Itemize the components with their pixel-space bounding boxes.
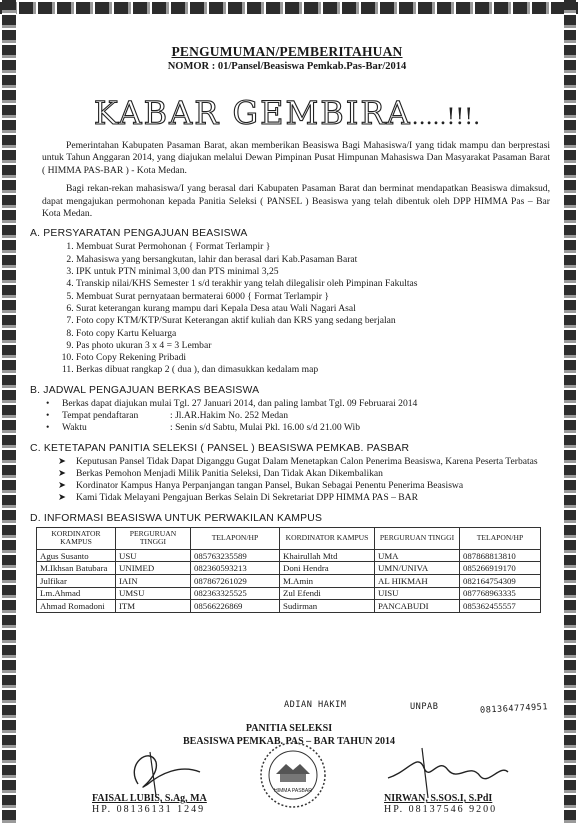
table-cell: Sudirman — [280, 600, 375, 613]
list-item: ➤ Berkas Pemohon Menjadi Milik Panitia Seleksi, Dan Tidak Akan Dikembalikan — [58, 467, 383, 479]
table-row — [37, 562, 541, 575]
provisions-list — [22, 456, 552, 505]
table-cell: UMA — [375, 549, 460, 562]
section-c-title: C. KETETAPAN PANITIA SELEKSI ( PANSEL ) BEASISWA PEMKAB. PASBAR — [30, 442, 410, 454]
time-label: Waktu — [62, 422, 87, 434]
document-number: NOMOR : 01/Pansel/Beasiswa Pemkab.Pas-Bar/2014 — [167, 61, 407, 72]
table-cell: UISU — [375, 587, 460, 600]
coordinator-table — [36, 527, 541, 613]
left-signatory-name: FAISAL LUBIS, S.Ag, MA — [92, 793, 207, 804]
column-header: KORDINATOR KAMPUS — [37, 527, 116, 549]
column-header: KORDINATOR KAMPUS — [280, 527, 375, 549]
handwritten-phone: 081364774951 — [479, 702, 549, 716]
right-signatory — [384, 793, 497, 815]
table-cell: M.Amin — [280, 574, 375, 587]
column-header: PERGURUAN TINGGI — [375, 527, 460, 549]
list-item: 10. Foto Copy Rekening Pribadi — [76, 352, 552, 364]
page-border-top — [0, 2, 578, 14]
table-cell: UMN/UNIVA — [375, 562, 460, 575]
table-cell: Julfikar — [37, 574, 116, 587]
document-header — [22, 44, 552, 72]
schedule-deadline: • Berkas dapat diajukan mulai Tgl. 27 Januari 2014, dan paling lambat Tgl. 09 Februarai 2014 — [62, 398, 552, 410]
table-cell: AL HIKMAH — [375, 574, 460, 587]
right-signatory-name: NIRWAN, S.SOS.I, S.PdI — [384, 793, 493, 804]
list-item: 7. Foto copy KTM/KTP/Surat Keterangan aktif kuliah dan KRS yang sedang berjalan — [76, 315, 552, 327]
arrow-bullet-icon: ➤ — [58, 480, 67, 492]
list-item: 5. Membuat Surat pernyataan bermaterai 6000 { Format Terlampir } — [76, 291, 552, 303]
himma-pasbar-seal — [258, 740, 328, 810]
committee-line-1: PANITIA SELEKSI — [245, 723, 333, 734]
table-cell: 082363325525 — [191, 587, 280, 600]
table-cell: Khairullah Mtd — [280, 549, 375, 562]
document-page — [22, 18, 552, 613]
list-item: ➤ Kordinator Kampus Hanya Perpanjangan tangan Pansel, Bukan Sebagai Penentu Penerima Beasiswa — [58, 480, 464, 492]
column-header: PERGURUAN TINGGI — [116, 527, 191, 549]
table-cell: 085763235589 — [191, 549, 280, 562]
table-cell: 087867261029 — [191, 574, 280, 587]
list-item: ➤ Kami Tidak Melayani Pengajuan Berkas Selain Di Sekretariat DPP HIMMA PAS – BAR — [58, 492, 418, 504]
section-b-title: B. JADWAL PENGAJUAN BERKAS BEASISWA — [30, 384, 260, 396]
table-cell: UMSU — [116, 587, 191, 600]
list-item: ➤ Keputusan Pansel Tidak Dapat Diganggu Gugat Dalam Menetapkan Calon Penerima Beasiswa, Karena Peserta Terbatas — [58, 455, 538, 467]
table-cell: Lm.Ahmad — [37, 587, 116, 600]
section-a-title: A. PERSYARATAN PENGAJUAN BEASISWA — [30, 228, 248, 240]
arrow-bullet-icon: ➤ — [58, 467, 67, 479]
table-cell: Agus Susanto — [37, 549, 116, 562]
table-cell: 085362455557 — [460, 600, 541, 613]
list-item: 2. Mahasiswa yang bersangkutan, lahir dan berasal dari Kab.Pasaman Barat — [76, 254, 552, 266]
table-cell: 087768963335 — [460, 587, 541, 600]
table-cell: USU — [116, 549, 191, 562]
banner-heading — [22, 94, 552, 134]
table-cell: ITM — [116, 600, 191, 613]
table-row — [37, 549, 541, 562]
arrow-bullet-icon: ➤ — [58, 492, 67, 504]
table-cell: UNIMED — [116, 562, 191, 575]
list-item: 6. Surat keterangan kurang mampu dari Kepala Desa atau Wali Nagari Asal — [76, 303, 552, 315]
schedule-place — [62, 410, 552, 422]
right-signatory-phone: HP. 08137546 9200 — [384, 804, 498, 815]
table-cell: Doni Hendra — [280, 562, 375, 575]
intro-paragraph-2: Bagi rekan-rekan mahasiswa/I yang berasal dari Kabupaten Pasaman Barat dan berminat mendapatkan Beasiswa dimaksud, dapat mengajukan permohonan kepada Panitia Seleksi ( PANSEL ) Beasiswa yang telah dibentuk oleh DPP HIMMA Pas – Bar Kota Medan. — [42, 183, 550, 220]
committee-line-2: BEASISWA PEMKAB. PAS – BAR TAHUN 2014 — [183, 736, 395, 747]
table-row — [37, 587, 541, 600]
list-item: 4. Transkip nilai/KHS Semester 1 s/d terakhir yang telah dilegalisir oleh Pimpinan Fakultas — [76, 278, 552, 290]
document-title: PENGUMUMAN/PEMBERITAHUAN — [171, 44, 403, 59]
place-value: : Jl.AR.Hakim No. 252 Medan — [170, 410, 289, 421]
handwritten-campus: UNPAB — [410, 702, 439, 712]
table-cell: M.Ikhsan Batubara — [37, 562, 116, 575]
requirements-list — [22, 241, 552, 376]
list-item: 11. Berkas dibuat rangkap 2 ( dua ), dan dimasukkan kedalam map — [76, 364, 552, 376]
intro-paragraph-1: Pemerintahan Kabupaten Pasaman Barat, akan memberikan Beasiswa Bagi Mahasiswa/I yang tidak mampu dan berprestasi untuk Tahun Anggaran 2014, yang diajukan melalui Dewan Pimpinan Pusat Himpunan Mahasiswa Dan Masyarakat Pasaman Barat ( HIMMA PAS-BAR ) - Kota Medan. — [42, 140, 550, 176]
table-cell: 08566226869 — [191, 600, 280, 613]
list-item: 9. Pas photo ukuran 3 x 4 = 3 Lembar — [76, 340, 552, 352]
column-header: TELAPON/HP — [460, 527, 541, 549]
table-cell: 085266919170 — [460, 562, 541, 575]
table-cell: 082164754309 — [460, 574, 541, 587]
time-value: : Senin s/d Sabtu, Mulai Pkl. 16.00 s/d 21.00 Wib — [170, 422, 360, 434]
column-header: TELAPON/HP — [191, 527, 280, 549]
schedule-time — [62, 422, 552, 434]
seal-text: HIMMA PASBAR — [274, 788, 312, 794]
schedule-list — [22, 398, 552, 435]
section-d-title: D. INFORMASI BEASISWA UNTUK PERWAKILAN KAMPUS — [30, 512, 323, 524]
list-item: 8. Foto copy Kartu Keluarga — [76, 328, 552, 340]
list-item: 1. Membuat Surat Permohonan { Format Terlampir } — [76, 241, 552, 253]
table-cell: PANCABUDI — [375, 600, 460, 613]
table-cell: 082360593213 — [191, 562, 280, 575]
place-label: Tempat pendaftaran — [62, 410, 139, 421]
list-item: 3. IPK untuk PTN minimal 3,00 dan PTS minimal 3,25 — [76, 266, 552, 278]
left-signatory-phone: HP. 08136131 1249 — [92, 804, 206, 815]
table-row — [37, 574, 541, 587]
table-cell: Ahmad Romadoni — [37, 600, 116, 613]
table-cell: Zul Efendi — [280, 587, 375, 600]
table-row — [37, 600, 541, 613]
handwritten-coordinator: ADIAN HAKIM — [284, 700, 347, 710]
left-signatory — [92, 793, 207, 815]
table-header-row — [37, 527, 541, 549]
table-cell: IAIN — [116, 574, 191, 587]
banner-text: KABAR GEMBIRA — [93, 94, 412, 132]
banner-suffix: .....!!!. — [411, 105, 481, 130]
table-cell: 087868813810 — [460, 549, 541, 562]
arrow-bullet-icon: ➤ — [58, 455, 67, 467]
